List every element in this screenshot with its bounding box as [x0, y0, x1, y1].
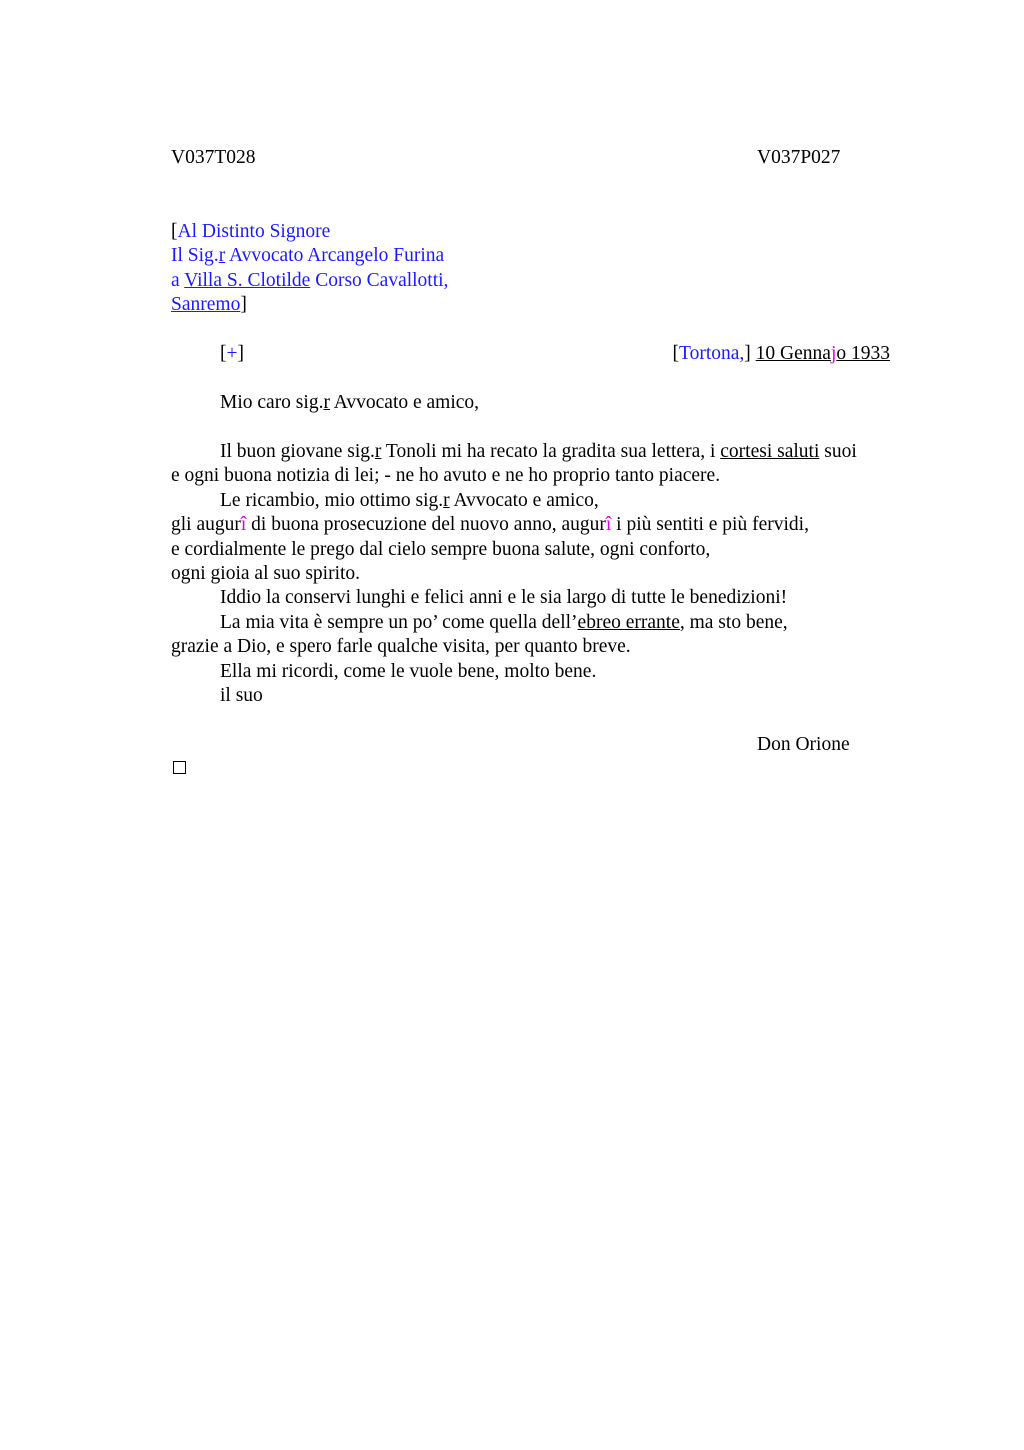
letter-date: 10 Gennajo 1933 — [755, 343, 890, 364]
cross-mark: [+] — [220, 343, 244, 364]
body-line: e cordialmente le prego dal cielo sempre buona salute, ogni conforto, — [171, 539, 711, 560]
address-line-1: [Al Distinto Signore — [171, 221, 331, 242]
body-line: ogni gioia al suo spirito. — [171, 563, 361, 584]
document-code-right: V037P027 — [757, 147, 841, 168]
body-line: gli augurî di buona prosecuzione del nuovo anno, augurî i più sentiti e più fervidi, — [171, 514, 809, 535]
document-code-left: V037T028 — [171, 147, 256, 168]
body-line: grazie a Dio, e spero farle qualche visita, per quanto breve. — [171, 636, 631, 657]
address-line-3: a Villa S. Clotilde Corso Cavallotti, — [171, 270, 449, 291]
body-line: Il buon giovane sig.r Tonoli mi ha recato la gradita sua lettera, i cortesi saluti suoi — [220, 441, 857, 462]
body-line: e ogni buona notizia di lei; - ne ho avuto e ne ho proprio tanto piacere. — [171, 465, 721, 486]
body-line: La mia vita è sempre un po’ come quella dell’ebreo errante, ma sto bene, — [220, 612, 788, 633]
body-line: il suo — [220, 685, 263, 706]
body-line: Le ricambio, mio ottimo sig.r Avvocato e amico, — [220, 490, 599, 511]
dateline: [Tortona,] 10 Gennajo 1933 — [672, 343, 890, 364]
salutation: Mio caro sig.r Avvocato e amico, — [220, 392, 480, 413]
body-line: Iddio la conservi lunghi e felici anni e le sia largo di tutte le benedizioni! — [220, 587, 788, 608]
address-line-2: Il Sig.r Avvocato Arcangelo Furina — [171, 245, 445, 266]
end-mark-square-icon — [173, 761, 186, 774]
body-line: Ella mi ricordi, come le vuole bene, molto bene. — [220, 661, 597, 682]
signature: Don Orione — [757, 734, 850, 755]
address-line-4: Sanremo] — [171, 294, 247, 315]
